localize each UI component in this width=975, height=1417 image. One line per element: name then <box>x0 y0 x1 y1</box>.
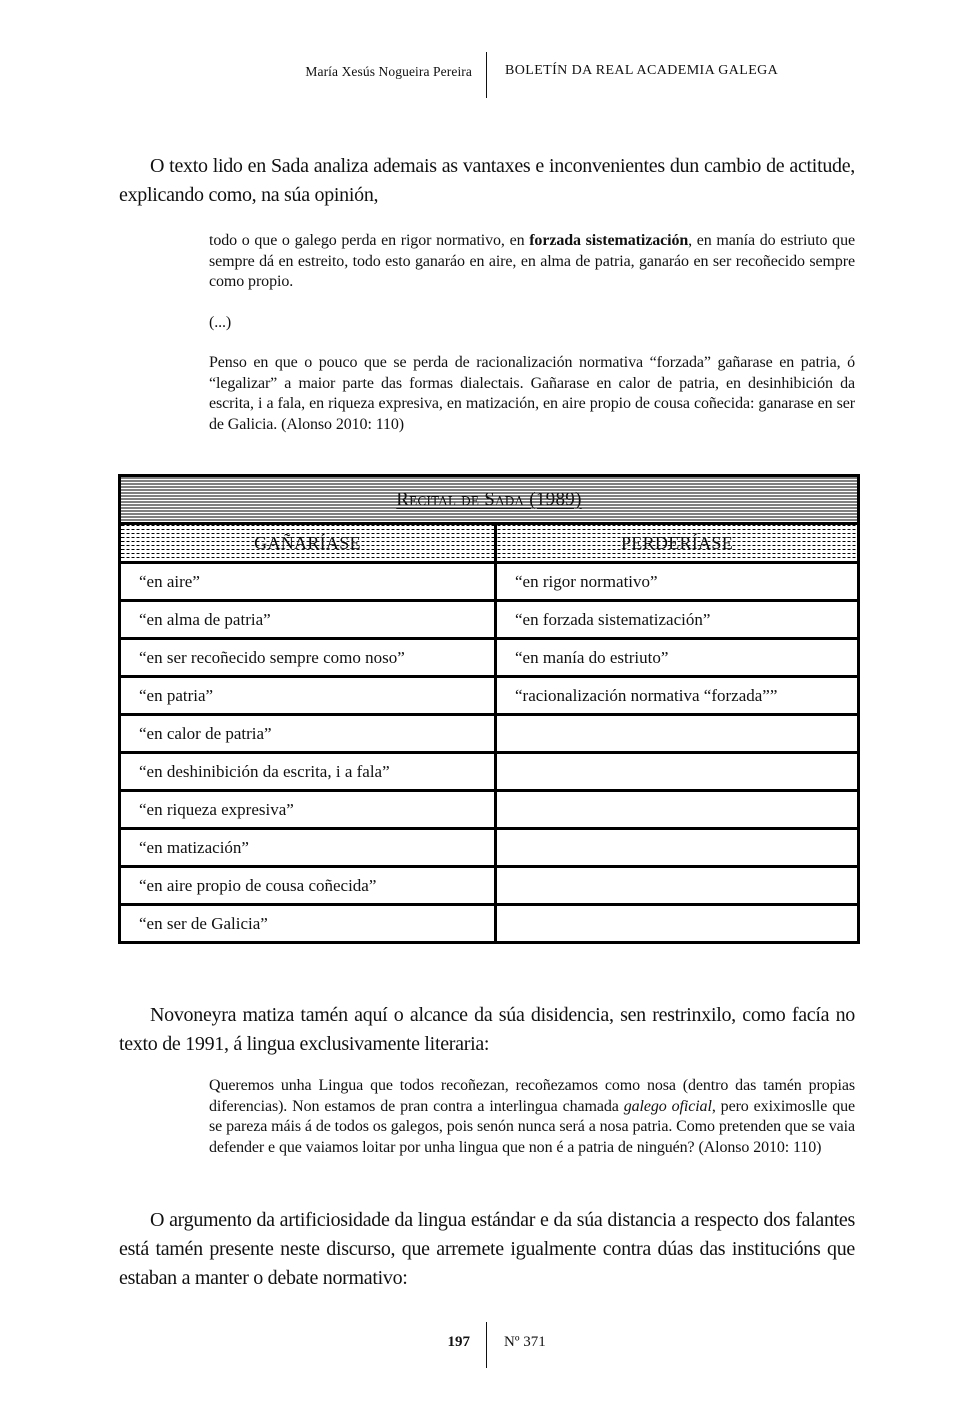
quote-2-text <box>209 1076 855 1158</box>
quote-bold-text: forzada sistematización <box>529 232 689 249</box>
body-paragraph-2: Novoneyra matiza tamén aquí o alcance da súa disidencia, sen restrinxilo, como facía no texto de 1991, á lingua exclusivamente literaria: <box>119 1004 855 1055</box>
comparison-table <box>118 474 860 944</box>
table-row <box>120 601 859 639</box>
table-row <box>120 677 859 715</box>
table-cell: “en deshinibición da escrita, i a fala” <box>120 753 496 791</box>
quote-1-part-2: Penso en que o pouco que se perda de racionalización normativa “forzada” gañarase en patria, ó “legalizar” a maior parte das formas dialectais. Gañarase en calor de patria, en desinhibición da escrita, i a fala, en riqueza expresiva, en matización, en aire propio de cousa coñecida: ganarase en ser de Galicia. (Alonso 2010: 110) <box>209 354 855 433</box>
quote-text: , en manía do estriuto que sempre dá en estreito, todo esto ganaráo en aire, en alma de patria, ganaráo en ser recoñecido sempre como propio. <box>209 232 855 290</box>
table-row <box>120 715 859 753</box>
running-head-journal: BOLETÍN DA REAL ACADEMIA GALEGA <box>505 63 779 78</box>
table-cell <box>496 791 859 829</box>
table-cell <box>496 715 859 753</box>
table-row <box>120 639 859 677</box>
table-row <box>120 829 859 867</box>
table-cell <box>496 905 859 943</box>
quote-text: , pero exiximoslle que se pareza máis á de todos os galegos, pois senón nunca será a nosa patria. Como pretenden que se vaia defender e que vaiamos loitar por unha lingua que non é a patria de ninguén? (Alonso 2010: 110) <box>209 1097 856 1156</box>
table-row <box>120 867 859 905</box>
table-cell: “en rigor normativo” <box>496 563 859 601</box>
table-row <box>120 791 859 829</box>
table-row <box>120 563 859 601</box>
table-row <box>120 905 859 943</box>
table-cell: “en matización” <box>120 829 496 867</box>
running-head-divider <box>486 52 487 98</box>
table-cell: “en forzada sistematización” <box>496 601 859 639</box>
page-footer <box>0 1322 975 1368</box>
quote-1-part-1 <box>209 231 855 293</box>
table-title-text: Recital de Sada (1989) <box>396 488 582 510</box>
table-cell: “en alma de patria” <box>120 601 496 639</box>
table-cell: “racionalización normativa “forzada”” <box>496 677 859 715</box>
issue-number: Nº 371 <box>504 1334 546 1350</box>
table-cell <box>496 867 859 905</box>
table-cell: “en aire propio de cousa coñecida” <box>120 867 496 905</box>
body-paragraph-1: O texto lido en Sada analiza ademais as vantaxes e inconvenientes dun cambio de actitude, explicando como, na súa opinión, <box>119 155 855 206</box>
header-label: PERDERÍASE <box>621 533 734 553</box>
table-row <box>120 753 859 791</box>
running-head <box>0 52 975 98</box>
table-cell: “en manía do estriuto” <box>496 639 859 677</box>
table-cell <box>496 829 859 867</box>
table-title <box>120 476 859 524</box>
quote-1-ellipsis: (...) <box>209 313 232 331</box>
table-cell: “en ser de Galicia” <box>120 905 496 943</box>
table-cell: “en aire” <box>120 563 496 601</box>
quote-text: Queremos unha Lingua que todos recoñezan, recoñezamos como nosa (dentro das tamén propias diferencias). Non estamos de pran contra a interlingua chamada <box>209 1077 855 1115</box>
body-paragraph-3: O argumento da artificiosidade da lingua estándar e da súa distancia a respecto dos falantes está tamén presente neste discurso, que arremete igualmente contra dúas das institucións que estaban a manter o debate normativo: <box>119 1209 855 1289</box>
running-head-author: María Xesús Nogueira Pereira <box>305 64 472 79</box>
quote-text: todo o que o galego perda en rigor normativo, en <box>209 232 530 249</box>
quote-italic-text: galego oficial <box>623 1097 712 1115</box>
table-cell: “en riqueza expresiva” <box>120 791 496 829</box>
table-cell: “en patria” <box>120 677 496 715</box>
block-quote-2 <box>209 1076 855 1158</box>
header-label: GAÑARÍASE <box>254 533 361 553</box>
footer-divider <box>486 1322 487 1368</box>
table-cell <box>496 753 859 791</box>
table-cell: “en ser recoñecido sempre como noso” <box>120 639 496 677</box>
page-number: 197 <box>447 1334 470 1350</box>
table-header-loss <box>496 524 859 563</box>
block-quote-1 <box>209 231 855 435</box>
table-header-gain <box>120 524 496 563</box>
table-cell: “en calor de patria” <box>120 715 496 753</box>
